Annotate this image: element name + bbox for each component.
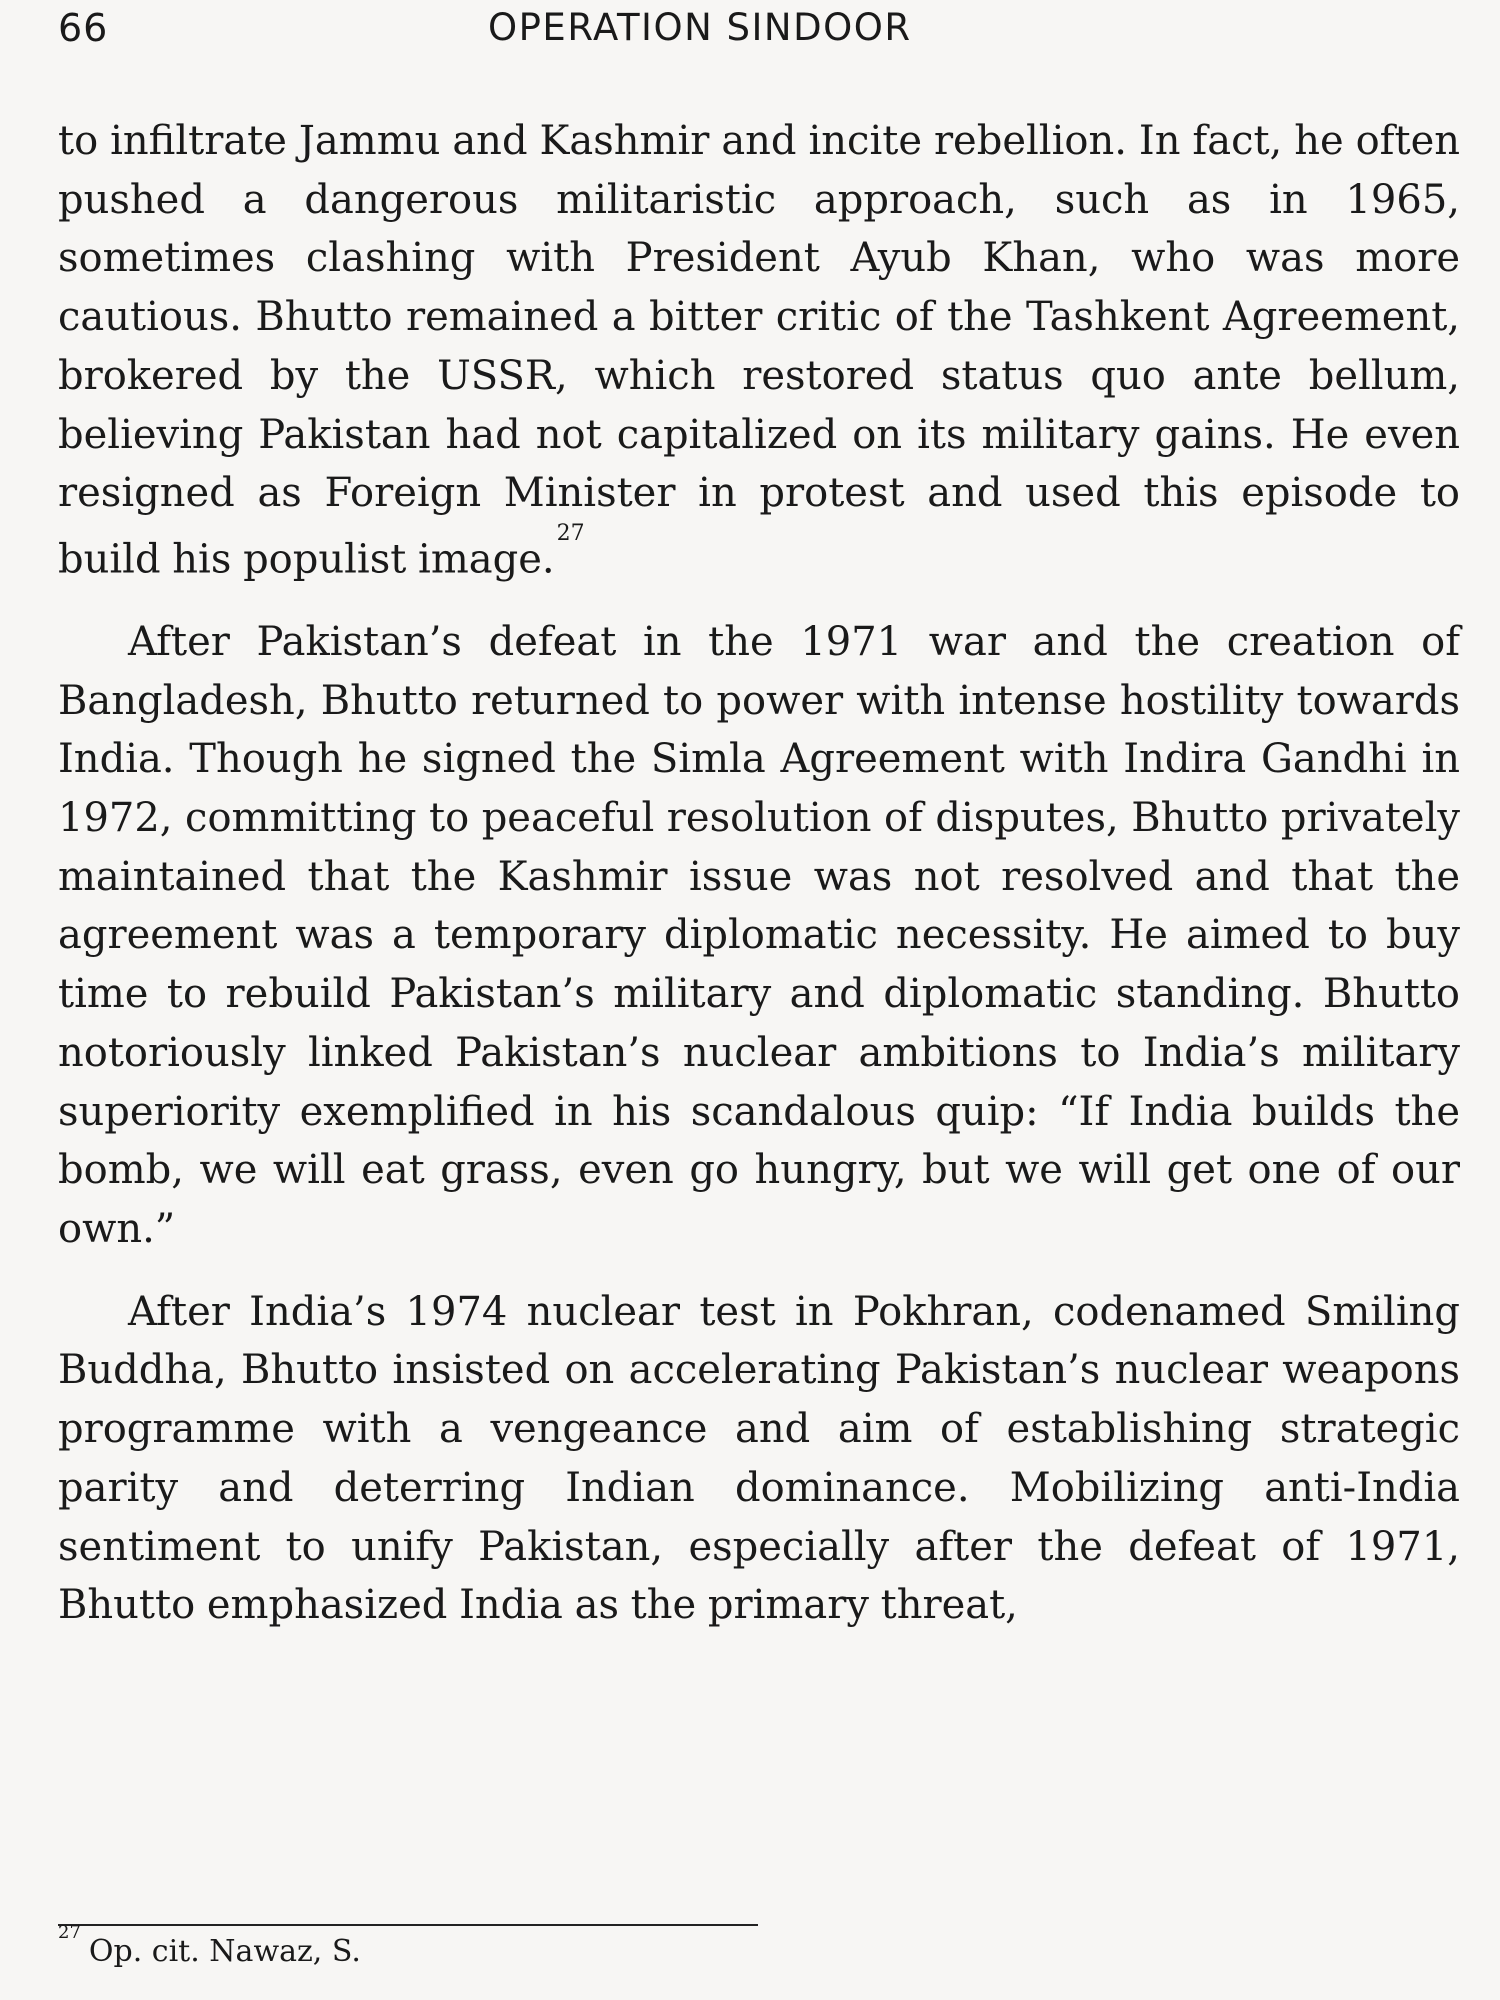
body-text — [58, 112, 1460, 1635]
page-number: 66 — [58, 6, 109, 50]
paragraph-1-text: to infiltrate Jammu and Kashmir and incite rebellion. In fact, he often pushed a dangerous militaristic approach, such as in 1965, sometimes clashing with President Ayub Khan, who was more cautious. Bhutto remained a bitter critic of the Tashkent Agreement, brokered by the USSR, which restored status quo ante bellum, believing Pakistan had not capitalized on its military gains. He even resigned as Foreign Minister in protest and used this episode to build his populist image. — [58, 118, 1460, 583]
footnote — [58, 1922, 361, 1969]
paragraph-3-text: After India’s 1974 nuclear test in Pokhran, codenamed Smiling Buddha, Bhutto insisted on accelerating Pakistan’s nuclear weapons programme with a vengeance and aim of establishing strategic parity and deterring Indian dominance. Mobilizing anti-India sentiment to unify Pakistan, especially after the defeat of 1971, Bhutto emphasized India as the primary threat, — [58, 1288, 1460, 1629]
footnote-number: 27 — [58, 1922, 81, 1943]
paragraph-1 — [58, 112, 1460, 589]
paragraph-3 — [58, 1283, 1460, 1635]
paragraph-2 — [58, 613, 1460, 1259]
running-head — [58, 6, 1460, 56]
running-title: OPERATION SINDOOR — [488, 6, 912, 49]
paragraph-2-text: After Pakistan’s defeat in the 1971 war and the creation of Bangladesh, Bhutto returned to power with intense hostility towards India. Though he signed the Simla Agreement with Indira Gandhi in 1972, committing to peaceful resolution of disputes, Bhutto privately maintained that the Kashmir issue was not resolved and that the agreement was a temporary diplomatic necessity. He aimed to buy time to rebuild Pakistan’s military and diplomatic standing. Bhutto notoriously linked Pakistan’s nuclear ambitions to India’s military superiority exemplified in his scandalous quip: “If India builds the bomb, we will eat grass, even go hungry, but we will get one of our own.” — [58, 618, 1460, 1252]
footnote-divider — [58, 1924, 758, 1926]
footnote-reference: 27 — [556, 520, 585, 546]
footnote-text: Op. cit. Nawaz, S. — [88, 1934, 361, 1969]
